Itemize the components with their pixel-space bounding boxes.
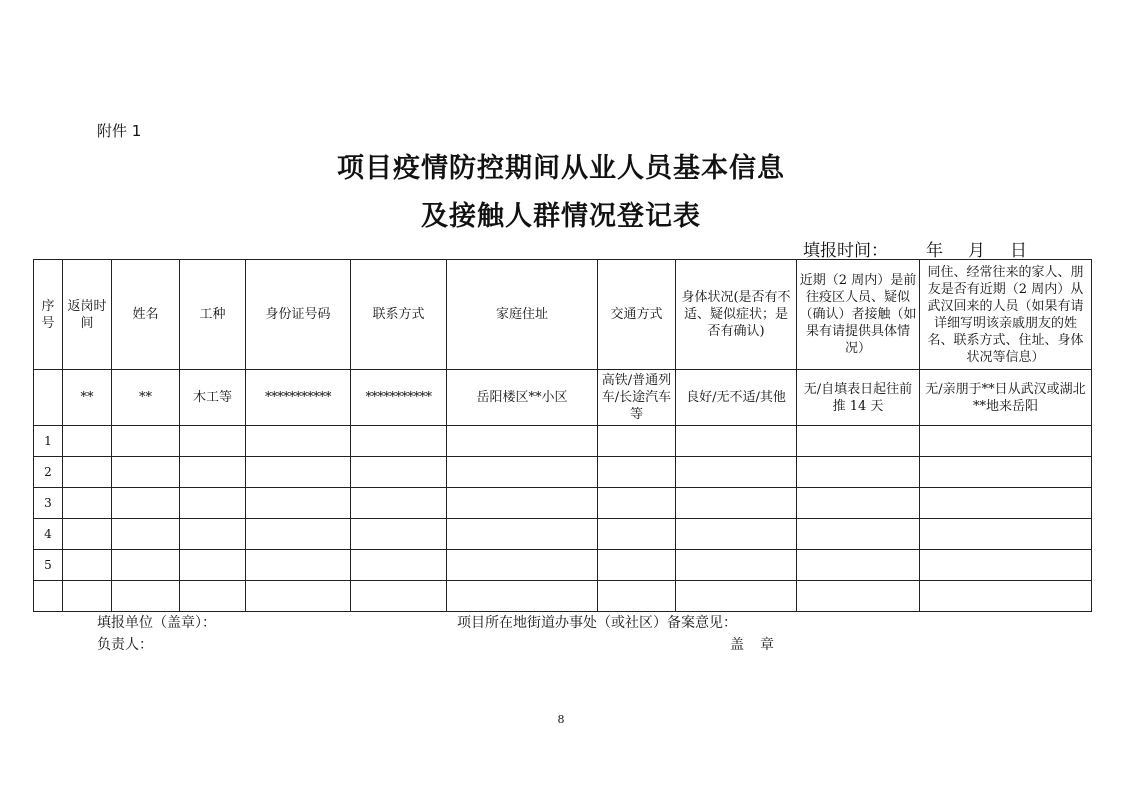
table-cell[interactable] (447, 457, 598, 488)
example-cell: 岳阳楼区**小区 (447, 370, 598, 426)
table-cell[interactable] (920, 488, 1092, 519)
table-cell[interactable] (598, 488, 676, 519)
row-number: 3 (34, 488, 63, 519)
table-cell[interactable] (797, 581, 920, 612)
row-number: 1 (34, 426, 63, 457)
header-cell: 工种 (180, 260, 246, 370)
example-cell (34, 370, 63, 426)
fill-date-year: 年 (926, 241, 943, 261)
table-cell[interactable] (797, 550, 920, 581)
table-cell[interactable] (180, 426, 246, 457)
example-cell: 木工等 (180, 370, 246, 426)
table-cell[interactable] (598, 550, 676, 581)
example-cell: ** (112, 370, 180, 426)
table-cell[interactable] (246, 488, 351, 519)
header-row (34, 260, 1092, 370)
table-cell[interactable] (63, 488, 112, 519)
table-cell[interactable] (180, 457, 246, 488)
example-cell: 无/亲朋于**日从武汉或湖北**地来岳阳 (920, 370, 1092, 426)
row-number: 2 (34, 457, 63, 488)
annex-label: 附件 1 (97, 122, 142, 140)
header-cell: 返岗时间 (63, 260, 112, 370)
table-cell[interactable] (351, 426, 447, 457)
page-number: 8 (557, 713, 565, 726)
header-cell: 身份证号码 (246, 260, 351, 370)
footer-seal-char-2: 章 (760, 637, 774, 653)
table-cell[interactable] (112, 550, 180, 581)
table-cell[interactable] (246, 550, 351, 581)
row-number (34, 581, 63, 612)
footer-office-label: 项目所在地街道办事处（或社区）备案意见： (457, 615, 737, 631)
table-cell[interactable] (180, 550, 246, 581)
table-cell[interactable] (63, 457, 112, 488)
table-cell[interactable] (797, 519, 920, 550)
table-cell[interactable] (112, 519, 180, 550)
table-cell[interactable] (447, 581, 598, 612)
table-cell[interactable] (351, 457, 447, 488)
table-cell[interactable] (676, 519, 797, 550)
fill-date-month: 月 (968, 241, 985, 261)
table-cell[interactable] (351, 581, 447, 612)
example-cell: 无/自填表日起往前推 14 天 (797, 370, 920, 426)
table-cell[interactable] (676, 488, 797, 519)
table-cell[interactable] (598, 519, 676, 550)
table-cell[interactable] (797, 457, 920, 488)
table-cell[interactable] (920, 426, 1092, 457)
table-cell[interactable] (112, 426, 180, 457)
header-cell: 姓名 (112, 260, 180, 370)
table-cell[interactable] (180, 488, 246, 519)
table-cell[interactable] (246, 519, 351, 550)
row-number: 4 (34, 519, 63, 550)
table-cell[interactable] (112, 581, 180, 612)
example-cell: 良好/无不适/其他 (676, 370, 797, 426)
table-cell[interactable] (598, 426, 676, 457)
form-title-line-1: 项目疫情防控期间从业人员基本信息 (337, 153, 785, 184)
footer-seal-char-1: 盖 (730, 637, 744, 653)
header-cell: 序号 (34, 260, 63, 370)
table-cell[interactable] (920, 581, 1092, 612)
table-row (34, 550, 1092, 581)
table-cell[interactable] (63, 581, 112, 612)
table-cell[interactable] (112, 488, 180, 519)
table-cell[interactable] (676, 457, 797, 488)
table-cell[interactable] (180, 581, 246, 612)
table-cell[interactable] (447, 426, 598, 457)
registration-table (33, 259, 1092, 612)
table-cell[interactable] (246, 426, 351, 457)
example-cell: *********** (351, 370, 447, 426)
table-cell[interactable] (63, 550, 112, 581)
table-cell[interactable] (447, 550, 598, 581)
table-cell[interactable] (920, 457, 1092, 488)
table-row (34, 457, 1092, 488)
table-cell[interactable] (112, 457, 180, 488)
table-cell[interactable] (676, 550, 797, 581)
table-cell[interactable] (920, 550, 1092, 581)
table-cell[interactable] (676, 581, 797, 612)
row-number: 5 (34, 550, 63, 581)
table-cell[interactable] (351, 519, 447, 550)
table-cell[interactable] (351, 488, 447, 519)
table-cell[interactable] (920, 519, 1092, 550)
header-cell: 家庭住址 (447, 260, 598, 370)
table-row (34, 488, 1092, 519)
table-cell[interactable] (598, 581, 676, 612)
footer-seal (730, 634, 774, 654)
footer-person-label: 负责人： (97, 637, 153, 653)
table-row (34, 426, 1092, 457)
fill-date-label: 填报时间： (803, 241, 888, 261)
fill-date-day: 日 (1010, 241, 1027, 261)
example-row (34, 370, 1092, 426)
header-cell: 近期（2 周内）是前往疫区人员、疑似（确认）者接触（如果有请提供具体情况） (797, 260, 920, 370)
fill-date (803, 236, 1027, 261)
table-cell[interactable] (447, 519, 598, 550)
table-cell[interactable] (676, 426, 797, 457)
table-cell[interactable] (351, 550, 447, 581)
table-cell[interactable] (63, 519, 112, 550)
example-cell: *********** (246, 370, 351, 426)
table-cell[interactable] (797, 488, 920, 519)
example-cell: 高铁/普通列车/长途汽车等 (598, 370, 676, 426)
table-row (34, 519, 1092, 550)
footer-unit-label: 填报单位（盖章）： (97, 615, 216, 631)
table-cell[interactable] (63, 426, 112, 457)
header-cell: 联系方式 (351, 260, 447, 370)
table-row (34, 581, 1092, 612)
table-cell[interactable] (180, 519, 246, 550)
header-cell: 同住、经常往来的家人、朋友是否有近期（2 周内）从武汉回来的人员（如果有请详细写明该亲戚朋友的姓名、联系方式、住址、身体状况等信息） (920, 260, 1092, 370)
table-cell[interactable] (246, 581, 351, 612)
table-cell[interactable] (246, 457, 351, 488)
table-cell[interactable] (797, 426, 920, 457)
example-cell: ** (63, 370, 112, 426)
table-cell[interactable] (598, 457, 676, 488)
header-cell: 交通方式 (598, 260, 676, 370)
form-title-line-2: 及接触人群情况登记表 (421, 201, 701, 232)
header-cell: 身体状况(是否有不适、疑似症状；是否有确认) (676, 260, 797, 370)
table-cell[interactable] (447, 488, 598, 519)
